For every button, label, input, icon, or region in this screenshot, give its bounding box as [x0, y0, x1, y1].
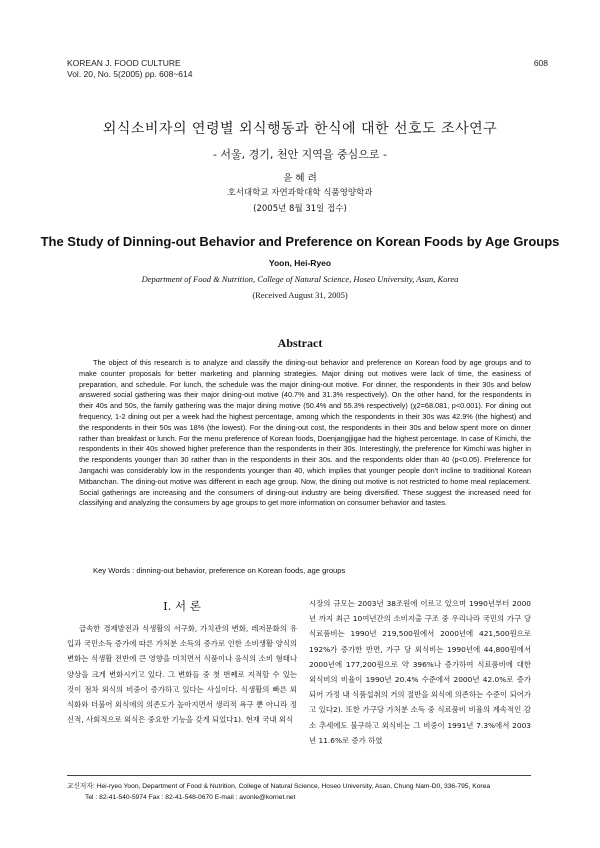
- korean-subtitle: - 서울, 경기, 천안 지역을 중심으로 -: [212, 148, 388, 161]
- page-number: 608: [533, 58, 548, 68]
- abstract-body: The object of this research is to analyze and classify the dining-out behavior and preference on Korean food by age groups and to make counter proposals for better marketing and planning strategies. Major dining out motives were lack of time, the easiness of preparation, and schedule. For lunch, the schedule was the major dining-out motive. For dinner, the respondents in their 30s and below answered social gathering was their major dining-out motive (40.7% and 31.3% respectively). On the other hand, for the respondents in their 40s and 50s, the family gathering was the major dining motive (50.4% and 55.3% respectively) (χ2=68.081, p<0.001). For dining out frequency, 1-2 dining out per a week had the highest percentage, among which the respondents in their 30s was 42.9% (the highest) and the respondents in their 50s was 18% (the lowest). For the dining-out cost, the respondents in their 30s and below spent more on dinner rather than breakfast or lunch. For the menu preference of Korean foods, Doenjangjjigae had the highest percentage. In case of Kimchi, the respondents in their 40s showed higher preference than the respondents in their 30s. Interestingly, the preference for Kimchi was higher in the respondents younger than 30 rather than in the respondents in their 30s. and the respondents older than 40 (p<0.05). Preference for Jangachi was considerably low in the respondents younger than 40, which implies that younger people don't incline to traditional Korean Mitbanchan. The dining-out motive was different in each age group. Now, the dining out motive is not restricted to home meal replacement. Social gatherings are increasing and the consumers of dining-out industry are being diversified. These suggest the increased need for classifying and analyzing the consumers by age groups to get more information on consumer behavior and tastes.: [79, 358, 531, 508]
- english-title: The Study of Dinning-out Behavior and Preference on Korean Foods by Age Groups: [40, 234, 560, 249]
- journal-name: KOREAN J. FOOD CULTURE: [67, 58, 181, 68]
- korean-affiliation: 호서대학교 자연과학대학 식품영양학과: [227, 188, 373, 198]
- korean-title: 외식소비자의 연령별 외식행동과 한식에 대한 선호도 조사연구: [102, 121, 498, 137]
- english-received-date: (Received August 31, 2005): [252, 290, 348, 300]
- abstract-heading: Abstract: [277, 336, 323, 350]
- intro-left-column: 급속한 경제발전과 식생활의 서구화, 가치관의 변화, 레저문화의 유입과 국민소득 증가에 따른 가처분 소득의 증가로 인한 소비생활 양식의 변화는 식생활 전반에 큰 영향을 미치면서 식품이나 음식의 소비 형태나 양상을 크게 변화시키고 있다. 그 변화들 중 첫 번째로 지적할 수 있는 것이 점차 외식의 비중이 증가하고 있다는 사실이다. 식생활의 빠른 외식화와 더불어 외식에의 의존도가 높아지면서 생리적 욕구 뿐 아니라 정신적, 사회적으로 외식은 중요한 기능을 갖게 되었다1). 현재 국내 외식: [67, 624, 297, 725]
- english-affiliation: Department of Food & Nutrition, College of Natural Science, Hoseo University, Asan, Korea: [141, 274, 459, 284]
- journal-header: [67, 58, 192, 80]
- korean-author: 윤 혜 려: [283, 173, 317, 184]
- intro-right-column: 시장의 규모는 2003년 38조원에 이르고 있으며 1990년부터 2000년 까지 최근 10여년간의 소비지출 구조 중 우리나라 국민의 가구 당 식료품비는 1990년 219,500원에서 2000년에 421,500원으로 192%가 증가한 반면, 가구 당 외식비는 1990년에 44,800원에서 2000년에 177,200원으로 약 396%나 증가하여 식료품비에 대한 외식비의 비율이 1990년 20.4% 수준에서 2000년 42.0%로 증가되어 가정 내 식품섭취의 거의 절반을 외식에 의존하는 수준이 되어가고 있다2). 또한 가구당 가처분 소득 중 식료품비 비율의 계속적인 감소 추세에도 불구하고 외식비는 그 비중이 1991년 7.3%에서 2003년 11.6%로 증가 하였: [309, 599, 531, 745]
- english-author: Yoon, Hei-Ryeo: [268, 258, 332, 268]
- keywords: Key Words : dinning-out behavior, preference on Korean foods, age groups: [93, 566, 346, 575]
- korean-received-date: (2005년 8월 31일 접수): [253, 204, 347, 214]
- section-heading-introduction: I. 서 론: [163, 599, 201, 613]
- footnote: [67, 781, 537, 803]
- footnote-contact: Tel : 82-41-540-5974 Fax : 82-41-548-0670 E-mail : avonle@kornet.net: [85, 794, 296, 801]
- journal-volume: Vol. 20, No. 5(2005) pp. 608~614: [67, 69, 193, 79]
- footnote-divider: [67, 775, 531, 776]
- footnote-corresponding-author: 교신저자: Hei-ryeo Yoon, Department of Food & Nutrition, College of Natural Science, Hoseo University, Asan, Chung Nam-D0, 336-795, Korea: [67, 783, 491, 790]
